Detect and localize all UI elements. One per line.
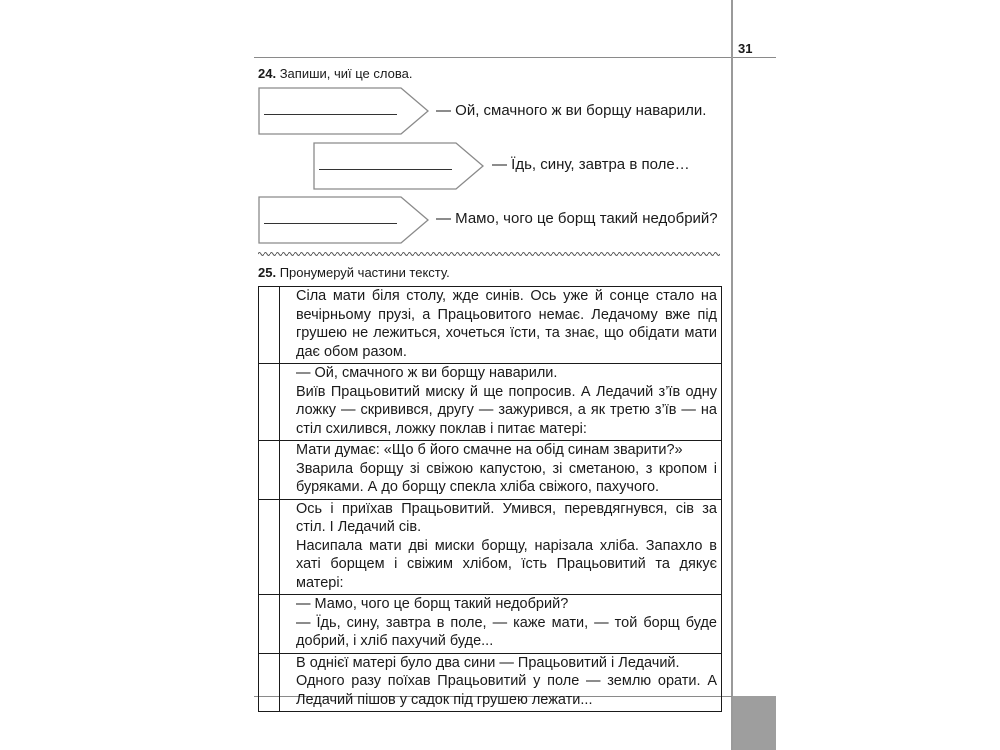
page-number: 31 [738, 41, 753, 56]
paragraph: Зварила борщу зі свіжою капустою, зі сметаною, з кропом і буряками. А до борщу спекла хліба свіжого, пахучого. [296, 460, 717, 495]
page-edge-tab [733, 696, 776, 750]
answer-line-3[interactable] [264, 223, 397, 224]
paragraph: — Ой, смачного ж ви борщу наварили. [296, 365, 558, 381]
table-row [259, 595, 722, 654]
quote-2: — Їдь, сину, завтра в поле… [492, 156, 690, 173]
paragraph: Ось і приїхав Працьовитий. Умився, перевдягнувся, сів за стіл. І Ледачий сів. [296, 500, 717, 535]
part-text [280, 441, 722, 500]
part-number-field[interactable] [259, 287, 280, 364]
task-24-instruction: Запиши, чиї це слова. [279, 66, 413, 81]
paragraph: Одного разу поїхав Працьовитий у поле — землю орати. А Ледачий пішов у садок під грушею лежати... [296, 673, 717, 708]
quote-3: — Мамо, чого це борщ такий недобрий? [436, 210, 718, 227]
quote-1: — Ой, смачного ж ви борщу наварили. [436, 102, 707, 119]
top-rule [254, 57, 776, 58]
table-row [259, 499, 722, 595]
margin-line [731, 0, 733, 750]
part-number-field[interactable] [259, 441, 280, 500]
paragraph: Виїв Працьовитий миску й ще попросив. А Ледачий з’їв одну ложку — скривився, другу — зажурився, а як третю з’їв — на стіл схилився, ложку поклав і питає матері: [296, 383, 717, 437]
paragraph: Мати думає: «Що б його смачне на обід синам зварити?» [296, 442, 683, 458]
part-text [280, 287, 722, 364]
part-text [280, 364, 722, 441]
answer-arrow-box-1[interactable] [258, 87, 430, 135]
answer-arrow-box-3[interactable] [258, 196, 430, 244]
part-number-field[interactable] [259, 364, 280, 441]
answer-arrow-box-2[interactable] [313, 142, 485, 190]
wavy-divider [258, 250, 720, 258]
part-text [280, 653, 722, 712]
table-row [259, 441, 722, 500]
arrow-box-outline [258, 196, 430, 244]
table-row [259, 653, 722, 712]
paragraph: Насипала мати дві миски борщу, нарізала хліба. Запахло в хаті борщем і свіжим хлібом, їсть Працьовитий та дякує матері: [296, 537, 717, 591]
arrow-box-outline [258, 87, 430, 135]
answer-line-1[interactable] [264, 114, 397, 115]
table-row [259, 287, 722, 364]
part-number-field[interactable] [259, 499, 280, 595]
part-number-field[interactable] [259, 653, 280, 712]
paragraph: — Їдь, сину, завтра в поле, — каже мати, — той борщ буде добрий, і хліб пахучий буде... [296, 614, 717, 649]
task-24-number: 24. [258, 66, 277, 81]
table-row [259, 364, 722, 441]
arrow-box-outline [313, 142, 485, 190]
answer-line-2[interactable] [319, 169, 452, 170]
task-24-heading [258, 66, 412, 81]
part-text [280, 595, 722, 654]
paragraph: — Мамо, чого це борщ такий недобрий? [296, 596, 569, 612]
paragraph: Сіла мати біля столу, жде синів. Ось уже й сонце стало на вечірньому прузі, а Працьовитого немає. Ледачому вже під грушею не лежиться, хочеться їсти, та знає, що обідати мати дає обом разом. [296, 288, 717, 360]
part-text [280, 499, 722, 595]
task-25-instruction: Пронумеруй частини тексту. [279, 265, 450, 280]
text-parts-table [258, 286, 722, 712]
paragraph: В однієї матері було два сини — Працьовитий і Ледачий. [296, 654, 680, 671]
task-25-heading [258, 265, 450, 280]
task-25-number: 25. [258, 265, 277, 280]
part-number-field[interactable] [259, 595, 280, 654]
